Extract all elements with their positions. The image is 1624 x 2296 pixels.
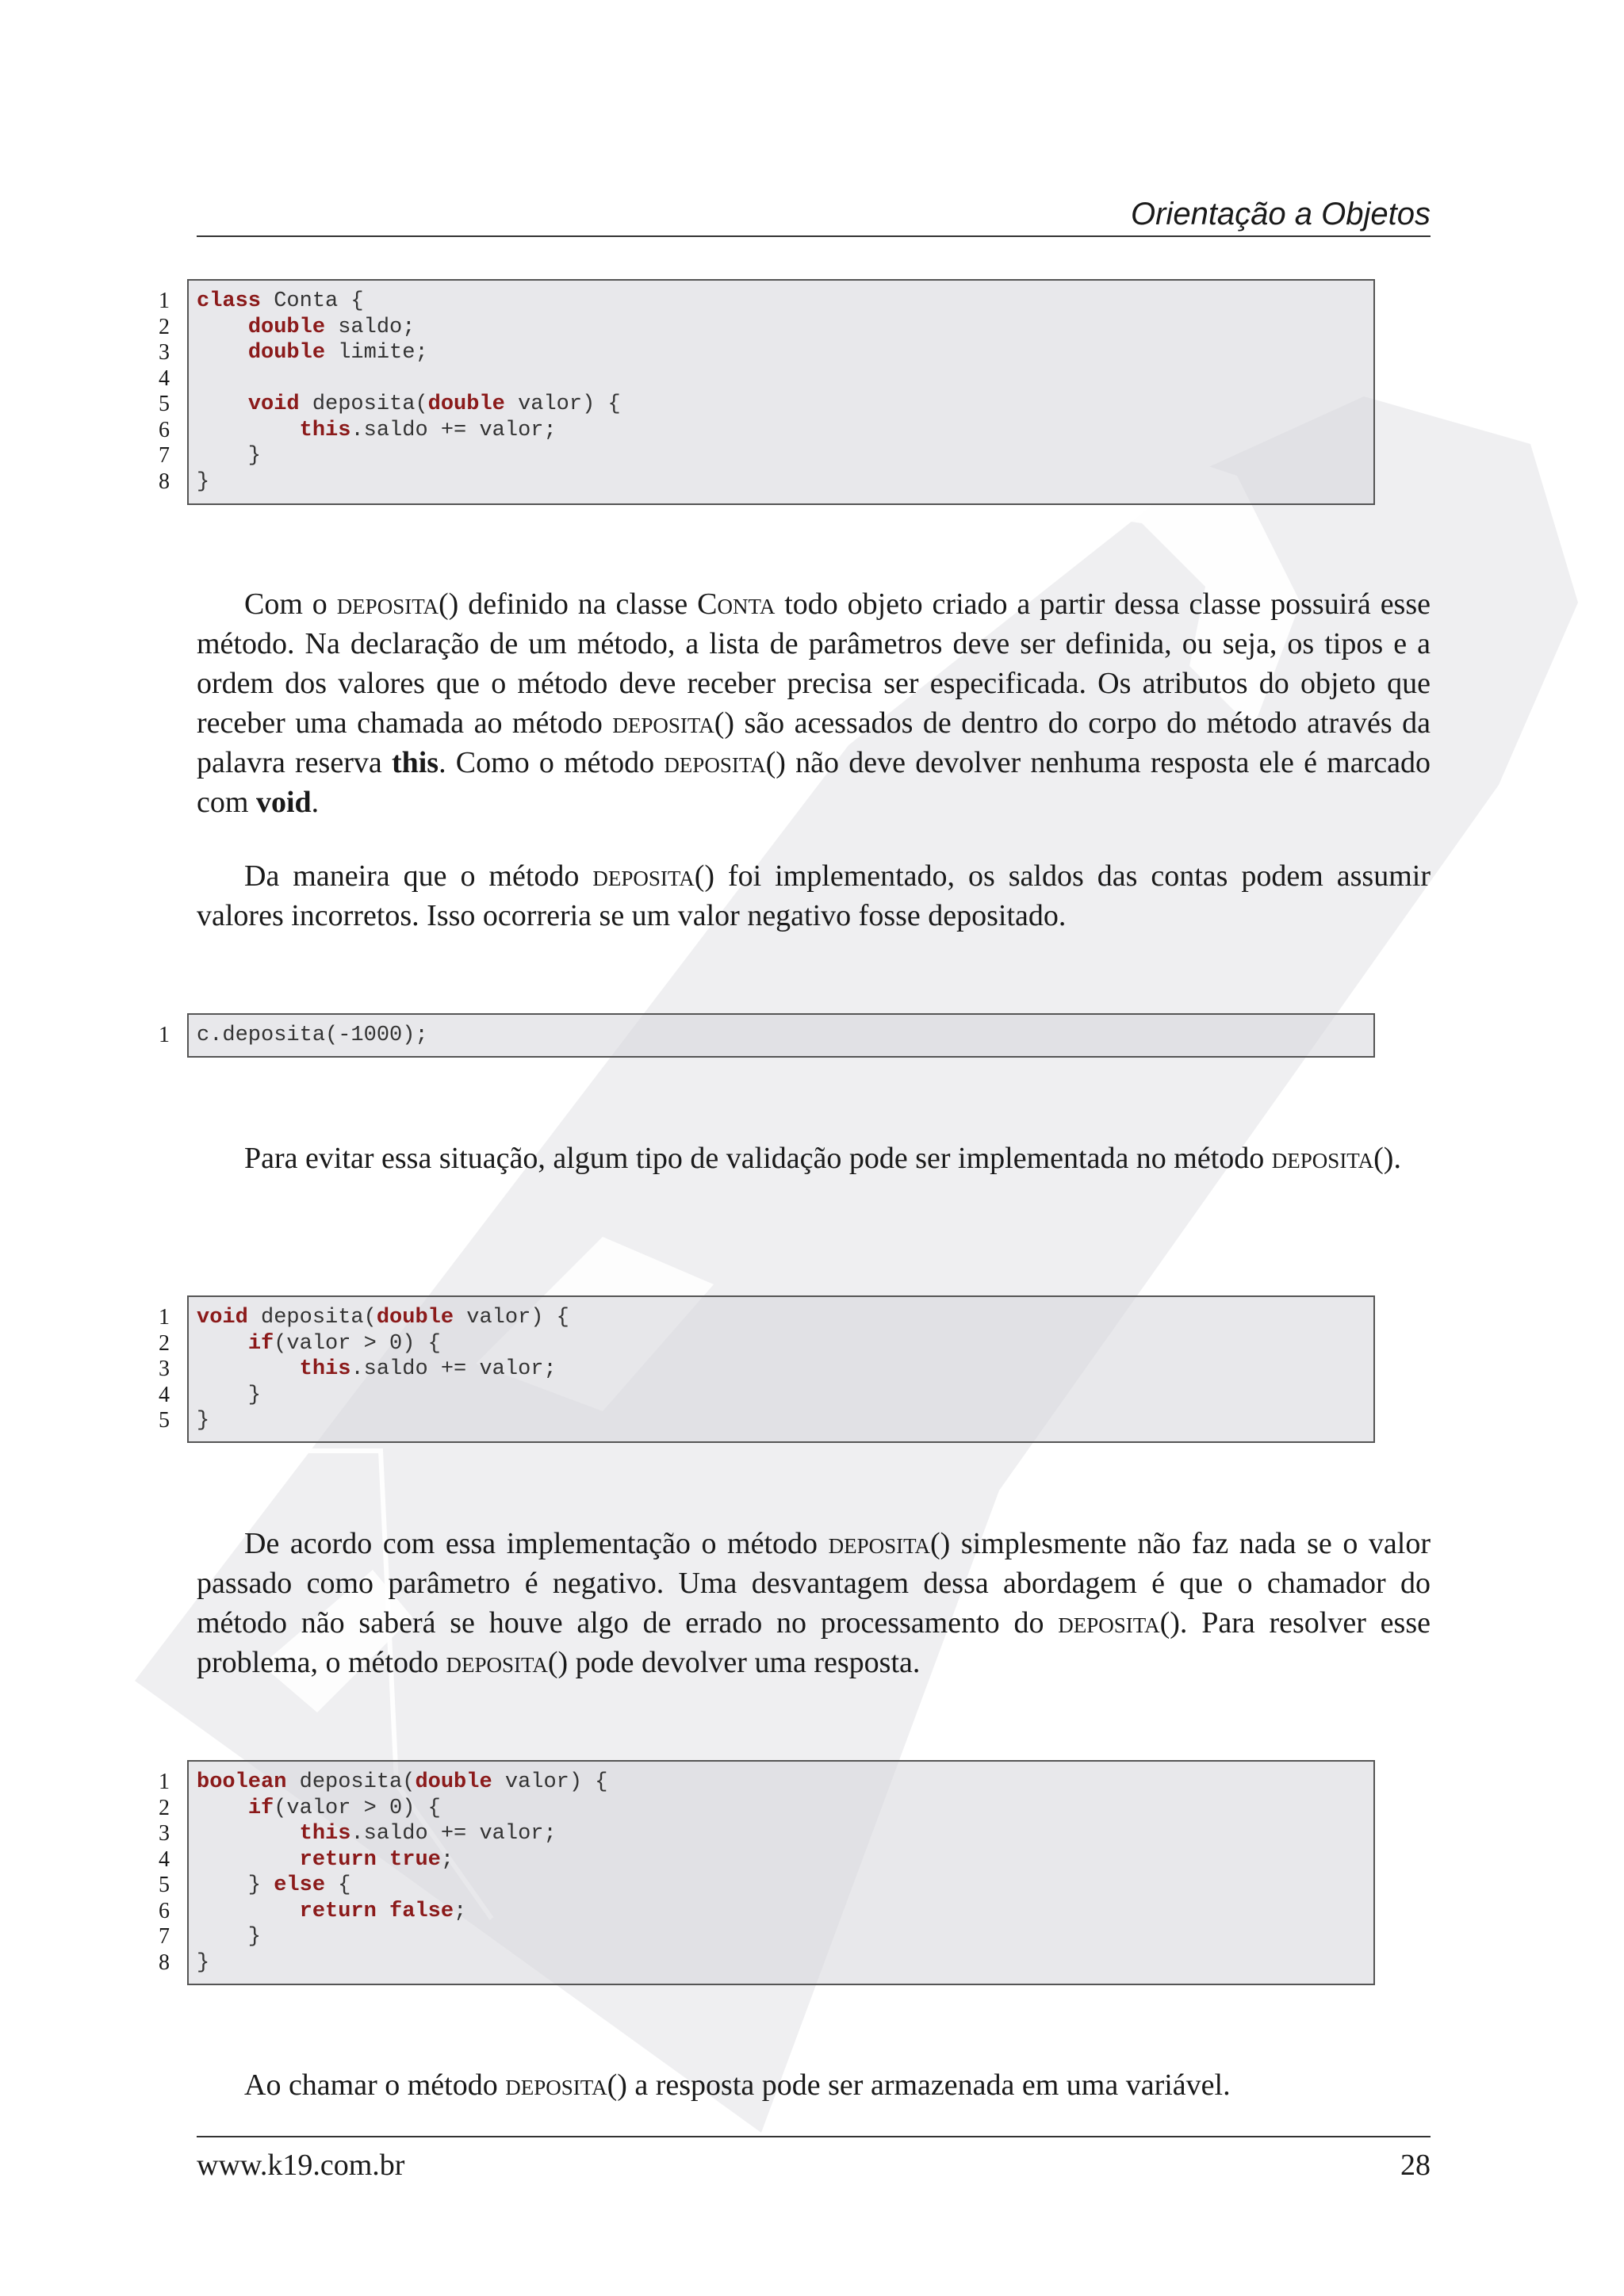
code-text [197,1357,300,1381]
line-number: 4 [159,365,170,391]
code-keyword: double [247,341,326,365]
line-number: 1 [159,1770,170,1794]
code-line [197,340,428,365]
code-line [197,1924,261,1950]
code-text: .saldo += valor; [350,1357,557,1381]
code-listing-validated-deposita [187,1295,1375,1443]
code-line [197,418,557,443]
code-keyword: void [197,1306,248,1330]
code-text: .saldo += valor; [350,418,557,442]
line-number: 8 [159,1950,170,1975]
method-name: deposita [664,746,766,779]
code-text: } [197,1950,210,1975]
method-name: deposita [336,587,439,621]
code-text [197,419,300,442]
code-line [197,1383,261,1408]
code-line [197,1899,466,1924]
code-keyword: class [197,289,262,313]
line-number: 1 [159,1023,170,1047]
code-line [197,1305,569,1330]
paragraph-store-response [197,2065,1431,2105]
paragraph-text: () não deve devolver nenhuma resposta ele é marcado com [197,746,1431,819]
paragraph-deposita-explanation [197,584,1431,822]
code-keyword: false [389,1899,454,1923]
code-keyword: this [299,1357,351,1381]
line-number: 8 [159,469,170,494]
code-keyword: double [427,392,505,416]
code-text: } [197,469,210,494]
code-text [377,1848,389,1872]
code-listing-conta-class [187,279,1375,505]
line-number: 3 [159,340,170,365]
code-text: c.deposita(-1000); [197,1024,428,1047]
code-line [197,1950,209,1976]
code-text: limite; [325,341,428,365]
line-number: 2 [159,1330,170,1356]
code-keyword: this [299,1822,351,1846]
code-keyword: double [376,1306,454,1330]
code-text [197,341,248,365]
code-text: .saldo += valor; [350,1822,557,1846]
code-text: valor) { [492,1770,608,1794]
line-number: 4 [159,1846,170,1872]
paragraph-text: () a resposta pode ser armazenada em uma variável. [607,2068,1231,2102]
code-text: saldo; [325,315,416,339]
code-line [197,289,364,314]
method-name: deposita [1058,1606,1160,1640]
code-line [197,1331,441,1357]
keyword-emphasis: this [391,746,439,779]
method-name: deposita [592,859,695,893]
code-keyword: double [247,315,326,339]
paragraph-disadvantage [197,1524,1431,1682]
keyword-emphasis: void [255,786,312,819]
code-line [197,315,415,340]
method-name: Conta [697,587,776,621]
code-text [197,392,248,416]
code-line [197,469,209,495]
line-number: 7 [159,443,170,468]
code-text [197,1822,300,1846]
footer-url: www.k19.com.br [197,2149,405,2182]
code-text: } [197,1409,210,1433]
code-text [197,316,248,339]
page-number: 28 [1400,2149,1431,2182]
method-name: deposita [1271,1142,1374,1175]
code-text: valor) { [454,1306,569,1330]
code-line [197,1847,454,1873]
code-text [197,1900,300,1923]
method-name: deposita [828,1527,930,1560]
code-text: } [197,444,262,468]
code-line [197,1821,557,1846]
paragraph-incorrect-values [197,856,1431,936]
line-number: 1 [159,1305,170,1330]
code-keyword: return [299,1899,377,1923]
paragraph-text: . Como o método [439,746,665,779]
code-text [377,1900,389,1923]
code-text: } [197,1925,262,1949]
code-text [197,1848,300,1872]
line-number: 4 [159,1382,170,1407]
code-line [197,1357,557,1382]
code-text: } [197,1383,262,1407]
code-keyword: void [247,392,300,416]
code-listing-negative-deposit [187,1013,1375,1058]
code-text: deposita( [299,392,428,416]
paragraph-text: De acordo com essa implementação o método [244,1527,829,1560]
paragraph-text: (). [1373,1142,1401,1175]
line-number: 1 [159,289,170,313]
code-text: ; [454,1899,467,1923]
line-number: 3 [159,1821,170,1846]
code-text: valor) { [504,392,621,416]
method-name: deposita [612,706,714,740]
running-header-title: Orientação a Objetos [1131,197,1431,232]
paragraph-text: todo objeto criado a partir dessa classe possuirá esse método. Na declaração de um método, a lista de parâmetros deve ser definida, ou seja, os tipos e a ordem dos valores que o método deve receber precisa ser especificada. Os atributos do objeto que receber uma chamada ao método [197,587,1431,740]
line-number: 6 [159,1898,170,1923]
code-text: (valor > 0) { [274,1331,441,1356]
code-keyword: else [274,1873,326,1897]
line-number: 2 [159,1795,170,1820]
line-number: 7 [159,1924,170,1949]
paragraph-text: Com o [244,587,337,621]
method-name: deposita [446,1646,548,1679]
code-text: ; [440,1847,454,1872]
code-line [197,1023,428,1048]
paragraph-text: Para evitar essa situação, algum tipo de validação pode ser implementada no método [244,1142,1272,1175]
code-keyword: boolean [197,1770,287,1794]
header-rule [197,235,1431,237]
paragraph-text: Ao chamar o método [244,2068,506,2102]
code-keyword: double [415,1770,492,1794]
code-keyword: if [247,1796,274,1820]
paragraph-text: () simplesmente não faz nada se o valor passado como parâmetro é negativo. Uma desvantagem dessa abordagem é que o chamador do método não saberá se houve algo de errado no processamento do [197,1527,1431,1640]
line-number: 5 [159,1873,170,1897]
code-text: (valor > 0) { [274,1796,441,1820]
code-text [197,1332,248,1356]
code-line [197,1873,350,1898]
line-number: 5 [159,392,170,416]
paragraph-text: () definido na classe [439,587,698,621]
line-number: 6 [159,417,170,442]
code-text [197,1797,248,1820]
code-line [197,443,261,469]
code-text: } [197,1873,274,1897]
paragraph-text: () pode devolver uma resposta. [547,1646,921,1679]
paragraph-validation [197,1138,1431,1178]
code-line [197,1796,441,1821]
code-text: { [325,1873,351,1897]
code-listing-boolean-deposita [187,1760,1375,1985]
paragraph-text: (). Para resolver esse problema, o método [197,1606,1431,1679]
paragraph-text: () foi implementado, os saldos das contas podem assumir valores incorretos. Isso ocorreria se um valor negativo fosse depositado. [197,859,1431,932]
line-number: 2 [159,314,170,339]
code-keyword: if [247,1331,274,1356]
code-line [197,1770,608,1795]
footer-rule [197,2136,1431,2137]
code-text: deposita( [247,1306,377,1330]
method-name: deposita [505,2068,607,2102]
code-text: deposita( [286,1770,416,1794]
code-line [197,392,621,417]
code-keyword: true [389,1847,441,1872]
line-number: 5 [159,1408,170,1433]
paragraph-text: Da maneira que o método [244,859,593,893]
paragraph-text: () são acessados de dentro do corpo do método através da palavra reserva [197,706,1431,779]
code-keyword: this [299,418,351,442]
code-line [197,1408,209,1433]
code-text: Conta { [261,289,364,313]
line-number: 3 [159,1357,170,1381]
code-keyword: return [299,1847,377,1872]
paragraph-text: . [311,786,320,819]
